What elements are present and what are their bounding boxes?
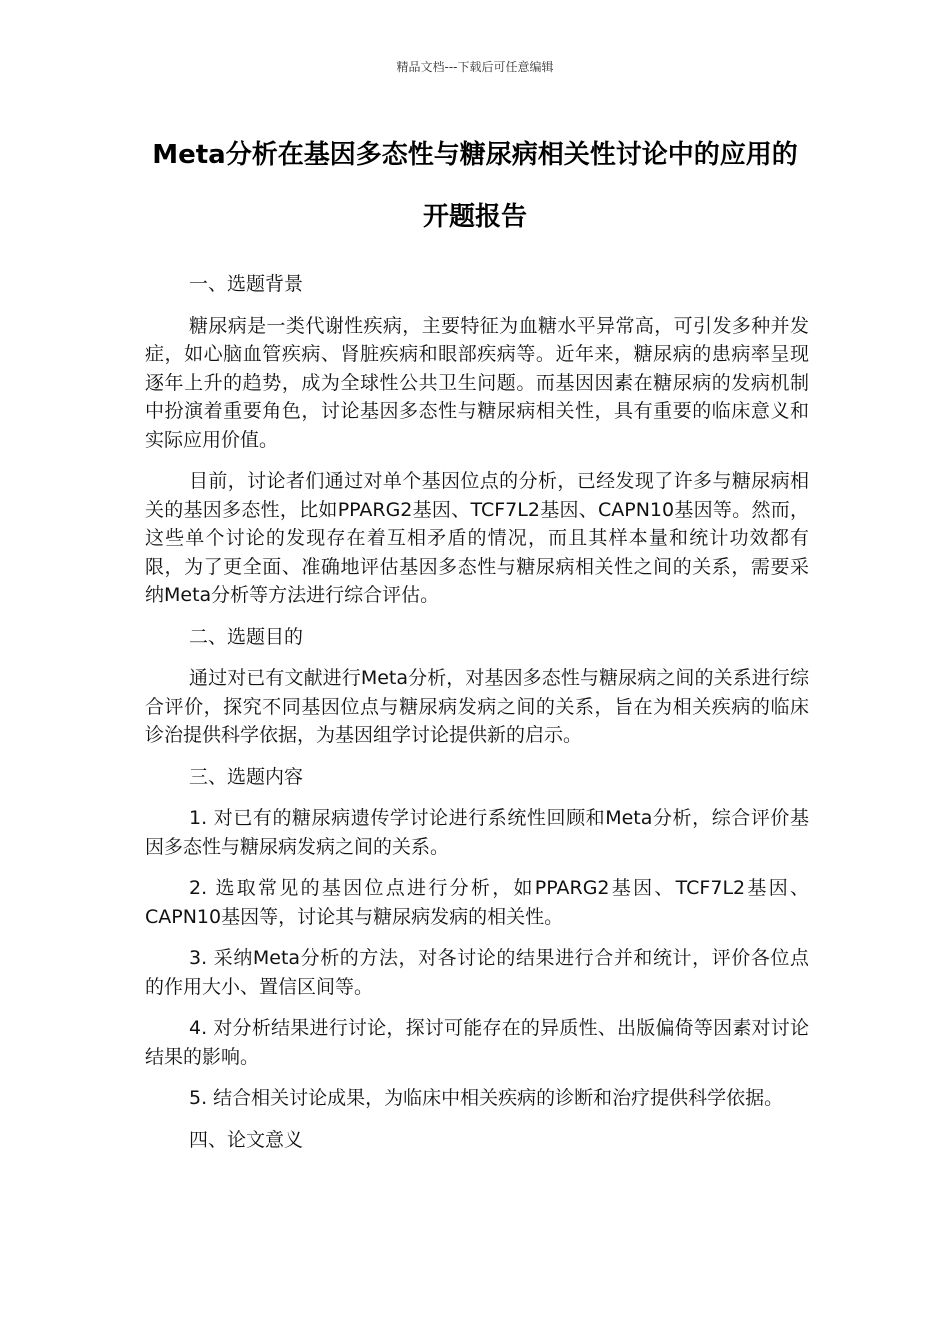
list-item: 2. 选取常见的基因位点进行分析，如PPARG2基因、TCF7L2基因、CAPN10基因等，讨论其与糖尿病发病的相关性。 — [145, 877, 809, 928]
section-heading-background: 一、选题背景 — [189, 273, 304, 295]
section-heading-purpose: 二、选题目的 — [189, 625, 304, 648]
list-item: 3. 采纳Meta分析的方法，对各讨论的结果进行合并和统计，评价各位点的作用大小、置信区间等。 — [145, 947, 809, 998]
section-heading-content: 三、选题内容 — [189, 765, 304, 788]
section-heading-significance: 四、论文意义 — [189, 1128, 304, 1151]
document-title: Meta分析在基因多态性与糖尿病相关性讨论中的应用的开题报告 — [152, 140, 798, 232]
paragraph: 目前，讨论者们通过对单个基因位点的分析，已经发现了许多与糖尿病相关的基因多态性，比如PPARG2基因、TCF7L2基因、CAPN10基因等。然而，这些单个讨论的发现存在着互相矛盾的情况，而且其样本量和统计功效都有限，为了更全面、准确地评估基因多态性与糖尿病相关性之间的关系，需要采纳Meta分析等方法进行综合评估。 — [145, 470, 809, 606]
header-note: 精品文档---下载后可任意编辑 — [396, 60, 554, 74]
document-body — [145, 270, 809, 1167]
paragraph: 糖尿病是一类代谢性疾病，主要特征为血糖水平异常高，可引发多种并发症，如心脑血管疾病、肾脏疾病和眼部疾病等。近年来，糖尿病的患病率呈现逐年上升的趋势，成为全球性公共卫生问题。而基因因素在糖尿病的发病机制中扮演着重要角色，讨论基因多态性与糖尿病相关性，具有重要的临床意义和实际应用价值。 — [145, 314, 809, 451]
list-item: 5. 结合相关讨论成果，为临床中相关疾病的诊断和治疗提供科学依据。 — [189, 1087, 784, 1109]
list-item: 1. 对已有的糖尿病遗传学讨论进行系统性回顾和Meta分析，综合评价基因多态性与糖尿病发病之间的关系。 — [145, 807, 809, 858]
list-item: 4. 对分析结果进行讨论，探讨可能存在的异质性、出版偏倚等因素对讨论结果的影响。 — [145, 1017, 809, 1068]
paragraph: 通过对已有文献进行Meta分析，对基因多态性与糖尿病之间的关系进行综合评价，探究不同基因位点与糖尿病发病之间的关系，旨在为相关疾病的临床诊治提供科学依据，为基因组学讨论提供新的启示。 — [145, 667, 809, 746]
